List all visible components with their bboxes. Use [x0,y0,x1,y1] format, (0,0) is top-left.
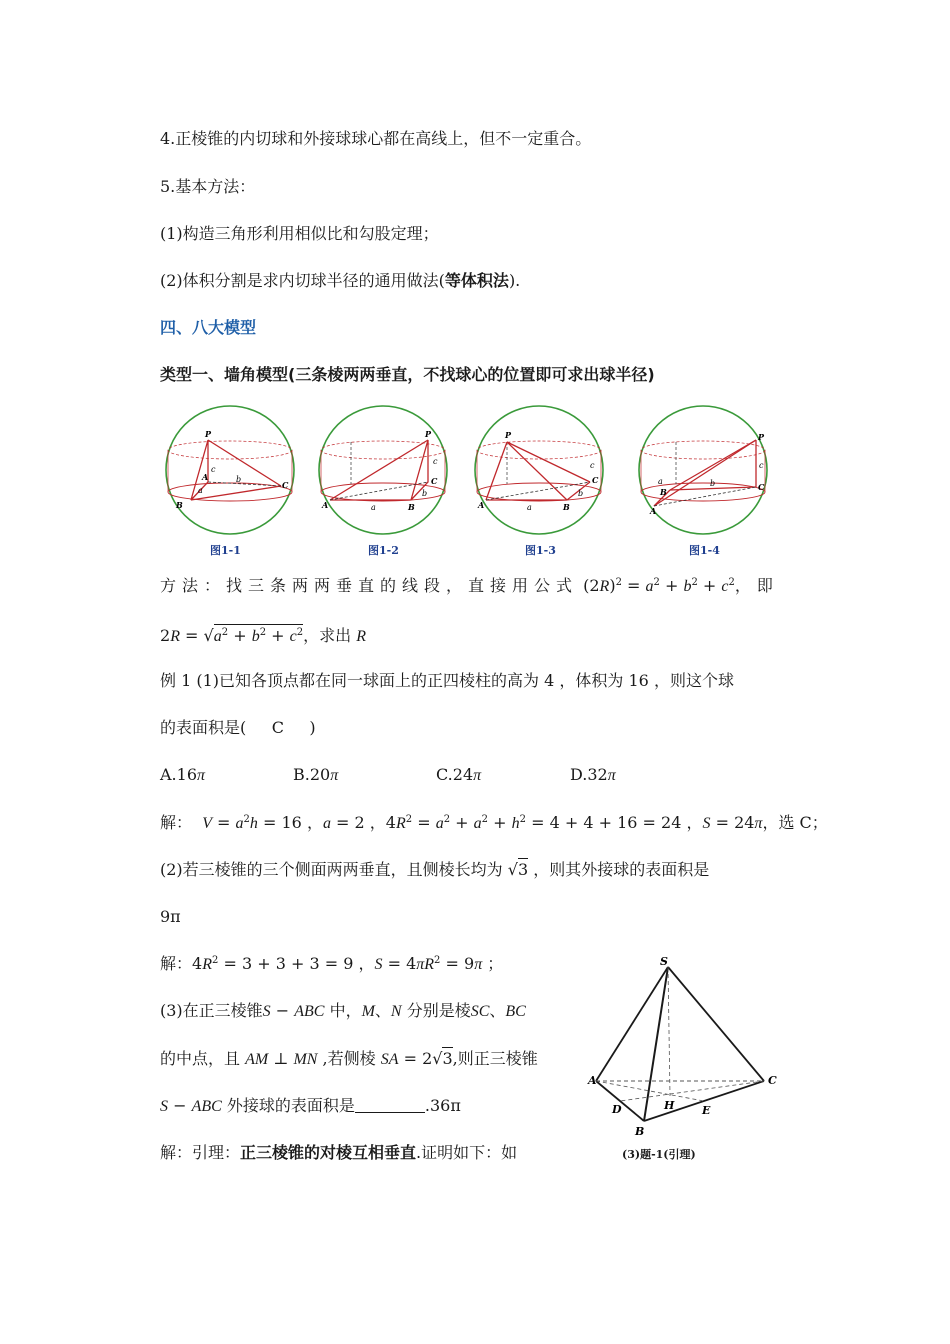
example-1-line-2: 的表面积是( C ) [160,718,316,737]
problem-3-line-3: S − ABC 外接球的表面积是 .36π [160,1096,461,1115]
label-edge-b: b [236,475,242,484]
option-c: C.24π [436,765,482,784]
figure-1-3 [475,406,603,534]
problem-2: (2)若三棱锥的三个侧面两两垂直，且侧棱长均为 √3 ，则其外接球的表面积是 [160,860,710,879]
type1-heading: 类型一、墙角模型(三条棱两两垂直，不找球心的位置即可求出球半径) [160,365,655,384]
label-edge-a: a [198,486,203,495]
figure-1-2 [319,406,447,534]
line-regular-pyramid: 4.正棱锥的内切球和外接球球心都在高线上，但不一定重合。 [160,129,592,148]
label-edge-b: b [710,479,716,488]
line-method-2: (2)体积分割是求内切球半径的通用做法(等体积法). [160,271,521,290]
line-method-1: (1)构造三角形利用相似比和勾股定理； [160,224,439,243]
label-edge-a: a [527,503,532,512]
problem-3-line-2: 的中点，且 AM ⊥ MN ,若侧棱 SA = 2√3,则正三棱锥 [160,1049,538,1068]
label-b: B [635,1125,645,1138]
label-edge-c: c [433,457,438,466]
label-p: P [205,429,212,439]
option-d: D.32π [570,765,616,784]
figure-1-4 [639,406,767,534]
formula-2r-squared: $(2R)^2 = a^2 + b^2 + c^2$ [583,576,735,595]
answer-blank [355,1096,425,1113]
label-a: A [478,500,485,510]
caption-fig-1-2: 图1-2 [368,544,399,557]
figure-1-1 [166,406,294,534]
option-b: B.20π [293,765,339,784]
problem-2-answer: 9π [160,907,181,926]
problem-3-line-1: (3)在正三棱锥S − ABC 中，M、N 分别是棱SC、BC [160,1001,526,1020]
pyramid-figure [582,955,792,1145]
caption-fig-1-1: 图1-1 [210,544,241,557]
caption-fig-1-3: 图1-3 [525,544,556,557]
solution-2: 解：$4R^2 = 3 + 3 + 3 = 9$ ，$S = 4\pi R^2 = 9\pi$ ； [160,954,504,973]
label-a: A [588,1074,597,1087]
label-p: P [505,430,512,440]
pyramid-caption: (3)题-1(引理) [622,1148,696,1161]
line-basic-method: 5.基本方法： [160,177,256,196]
label-b: B [563,502,570,512]
label-c: C [768,1074,777,1087]
method-line-2: $2R = √a^2 + b^2 + c^2$，求出 R [160,626,367,645]
label-p: P [758,432,765,442]
method-line-1: 方法：找三条两两垂直的线段，直接用公式 $(2R)^2 = a^2 + b^2 + c^2$，即 [160,576,779,595]
label-edge-c: c [759,461,764,470]
label-e: E [702,1104,711,1117]
label-b: B [176,500,183,510]
label-a: A [322,500,329,510]
caption-fig-1-4: 图1-4 [689,544,720,557]
answer-c: C [271,718,284,737]
label-edge-a: a [371,503,376,512]
label-edge-c: c [211,465,216,474]
label-c: C [431,476,438,486]
sphere-figures [160,402,790,562]
label-b: B [408,502,415,512]
label-edge-b: b [422,489,428,498]
label-a: A [202,472,209,482]
label-h: H [664,1099,675,1112]
label-p: P [425,429,432,439]
label-c: C [282,480,289,490]
label-c: C [758,482,765,492]
solution-1: 解： $V = a^2h = 16$ ，a = 2 ，$4R^2 = a^2 + a^2 + h^2 = 4 + 4 + 16 = 24$ ，S = 24π，选 C； [160,813,828,832]
example-1-line-1: 例 1 (1)已知各顶点都在同一球面上的正四棱柱的高为 4 ，体积为 16 ，则这个球 [160,671,734,690]
label-edge-c: c [590,461,595,470]
label-edge-b: b [578,489,584,498]
label-c: C [592,475,599,485]
label-a: A [650,506,657,516]
formula-2r-sqrt: $2R = √a^2 + b^2 + c^2$ [160,626,304,645]
label-edge-a: a [658,477,663,486]
label-s: S [660,955,668,968]
option-a: A.16π [160,765,206,784]
section-heading: 四、八大模型 [160,318,257,337]
label-d: D [612,1103,622,1116]
label-b: B [660,487,667,497]
lemma-line: 解：引理：正三棱锥的对棱互相垂直.证明如下：如 [160,1143,518,1162]
